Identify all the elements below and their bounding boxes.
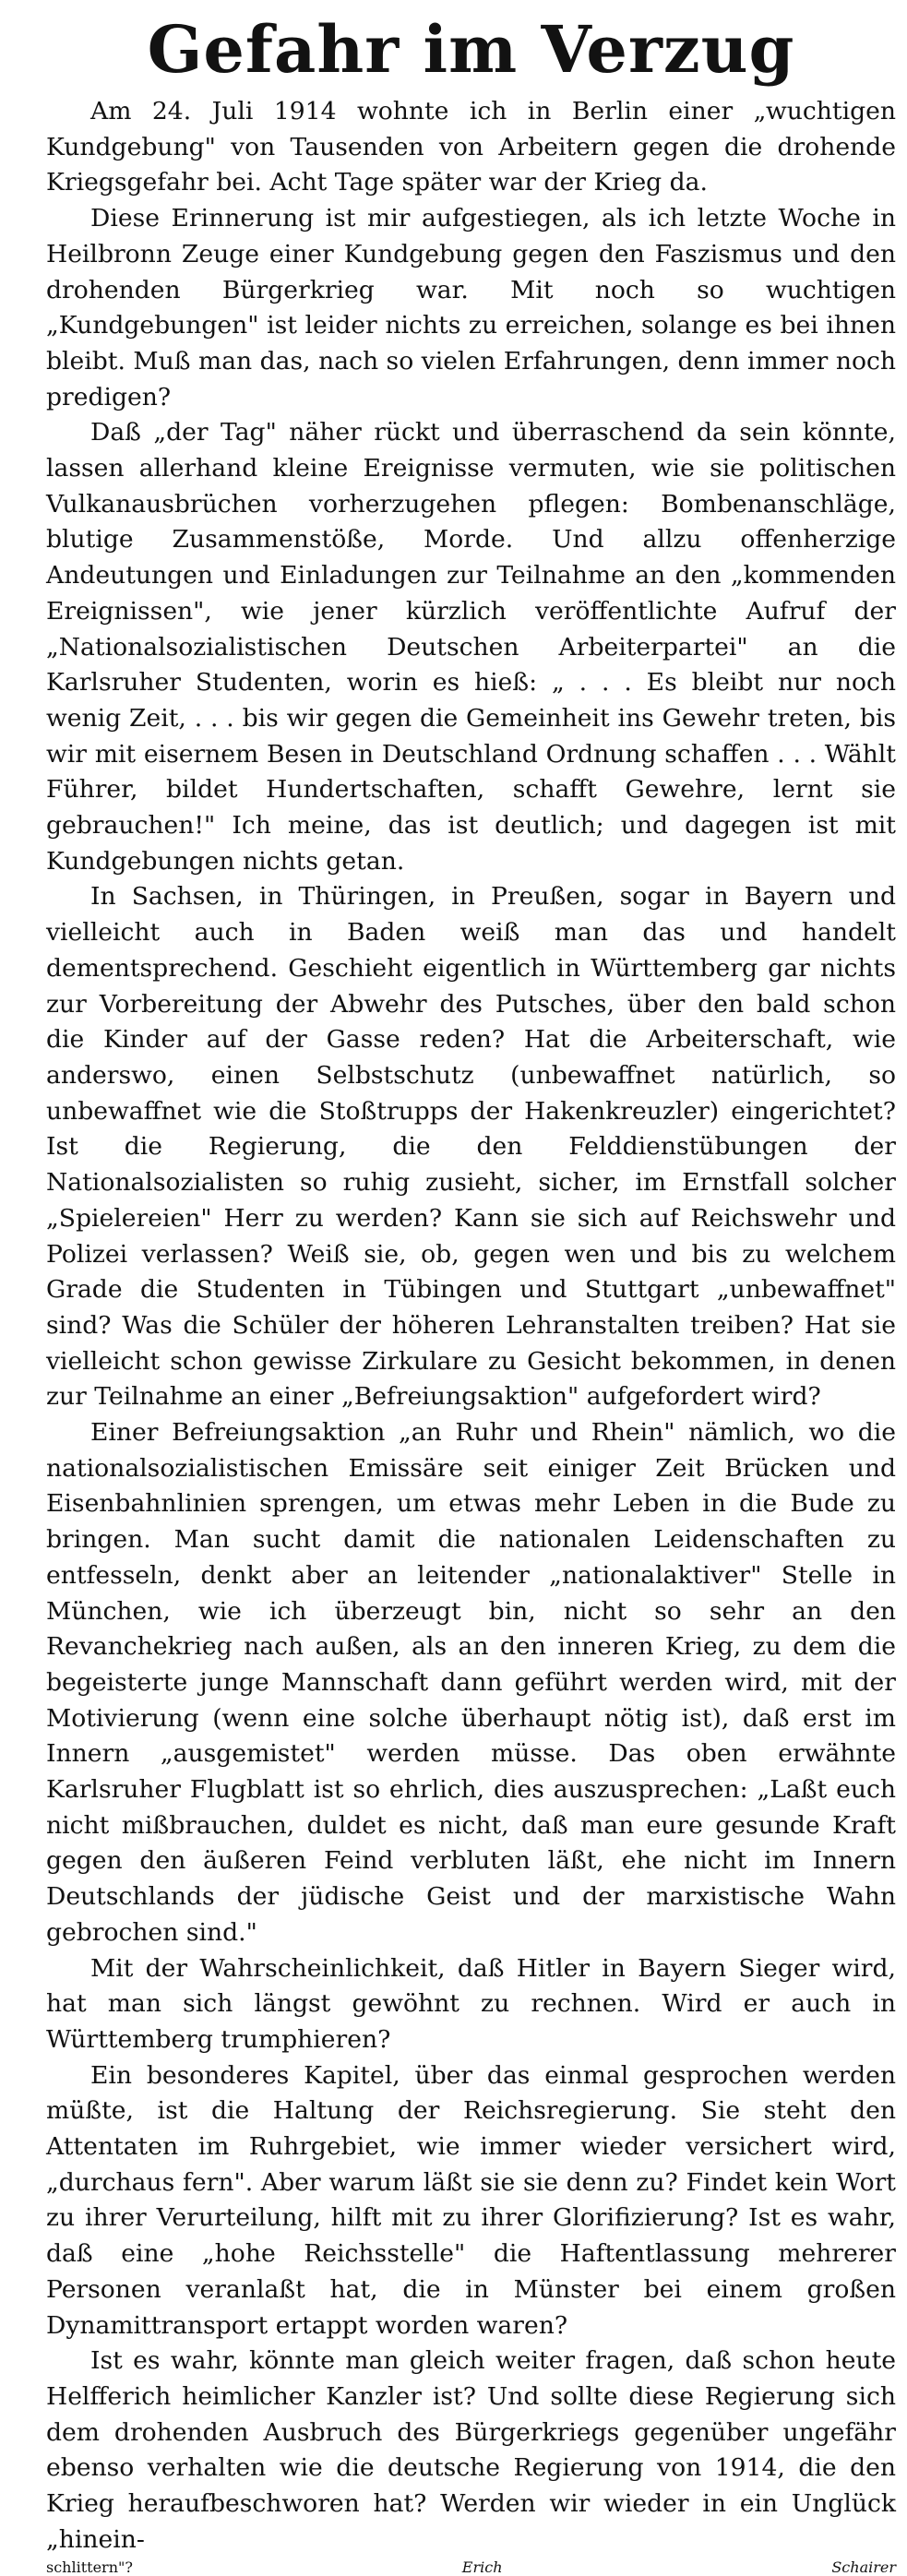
- article-paragraph: Ein besonderes Kapitel, über das einmal gesprochen werden müßte, ist die Haltung der Reichsregierung. Sie steht den Attentaten im Ruhrgebiet, wie immer wieder versichert wird, „durchaus fern". Aber warum läßt sie sie denn zu? Findet kein Wort zu ihrer Verurteilung, hilft mit zu ihrer Glorifizierung? Ist es wahr, daß eine „hohe Reichsstelle" die Haftentlassung mehrerer Personen veranlaßt hat, die in Münster bei einem großen Dynamittransport ertappt worden waren?: [46, 2060, 896, 2340]
- author-signature: Erich Schairer: [461, 2558, 896, 2576]
- article-paragraph: Einer Befreiungsaktion „an Ruhr und Rhein" nämlich, wo die nationalsozialistischen Emissäre seit einiger Zeit Brücken und Eisenbahnlinien sprengen, um etwas mehr Leben in die Bude zu bringen. Man sucht damit die nationalen Leidenschaften zu entfesseln, denkt aber an leitender „nationalaktiver" Stelle in München, wie ich überzeugt bin, nicht so sehr an den Revanchekrieg nach außen, als an den inneren Krieg, zu dem die begeisterte junge Mannschaft dann geführt werden wird, mit der Motivierung (wenn eine solche überhaupt nötig ist), daß erst im Innern „ausgemistet" werden müsse. Das oben erwähnte Karlsruher Flugblatt ist so ehrlich, dies auszusprechen: „Laßt euch nicht mißbrauchen, duldet es nicht, daß man eure gesunde Kraft gegen den äußeren Feind verbluten läßt, ehe nicht im Innern Deutschlands der jüdische Geist und der marxistische Wahn gebrochen sind.": [46, 1418, 896, 1947]
- closing-text: schlittern"?: [46, 2558, 133, 2576]
- closing-line: [46, 2558, 896, 2576]
- article-paragraph: Daß „der Tag" näher rückt und überraschend da sein könnte, lassen allerhand kleine Ereignisse vermuten, wie sie politischen Vulkanausbrüchen vorherzugehen pflegen: Bombenanschläge, blutige Zusammenstöße, Morde. Und allzu offenherzige Andeutungen und Einladungen zur Teilnahme an den „kommenden Ereignissen", wie jener kürzlich veröffentlichte Aufruf der „Nationalsozialistischen Deutschen Arbeiterpartei" an die Karlsruher Studenten, worin es hieß: „ . . . Es bleibt nur noch wenig Zeit, . . . bis wir gegen die Gemeinheit ins Gewehr treten, bis wir mit eisernem Besen in Deutschland Ordnung schaffen . . . Wählt Führer, bildet Hundertschaften, schafft Gewehre, lernt sie gebrauchen!" Ich meine, das ist deutlich; und dagegen ist mit Kundgebungen nichts getan.: [46, 418, 896, 876]
- article-paragraph: In Sachsen, in Thüringen, in Preußen, sogar in Bayern und vielleicht auch in Baden weiß man das und handelt dementsprechend. Geschieht eigentlich in Württemberg gar nichts zur Vorbereitung der Abwehr des Putsches, über den bald schon die Kinder auf der Gasse reden? Hat die Arbeiterschaft, wie anderswo, einen Selbstschutz (unbewaffnet natürlich, so unbewaffnet wie die Stoßtrupps der Hakenkreuzler) eingerichtet? Ist die Regierung, die den Felddienstübungen der Nationalsozialisten so ruhig zusieht, sicher, im Ernstfall solcher „Spielereien" Herr zu werden? Kann sie sich auf Reichswehr und Polizei verlassen? Weiß sie, ob, gegen wen und bis zu welchem Grade die Studenten in Tübingen und Stuttgart „unbewaffnet" sind? Was die Schüler der höheren Lehranstalten treiben? Hat sie vielleicht schon gewisse Zirkulare zu Gesicht bekommen, in denen zur Teilnahme an einer „Befreiungsaktion" aufgefordert wird?: [46, 882, 896, 1412]
- article-paragraph: Ist es wahr, könnte man gleich weiter fragen, daß schon heute Helfferich heimlicher Kanzler ist? Und sollte diese Regierung sich dem drohenden Ausbruch des Bürgerkriegs gegenüber ungefähr ebenso verhalten wie die deutsche Regierung von 1914, die den Krieg heraufbeschworen hat? Werden wir wieder in ein Unglück „hinein-: [46, 2346, 896, 2554]
- article-paragraph: Am 24. Juli 1914 wohnte ich in Berlin einer „wuchtigen Kundgebung" von Tausenden von Arbeitern gegen die drohende Kriegsgefahr bei. Acht Tage später war der Krieg da.: [46, 97, 896, 197]
- article-paragraph: Diese Erinnerung ist mir aufgestiegen, als ich letzte Woche in Heilbronn Zeuge einer Kundgebung gegen den Faszismus und den drohenden Bürgerkrieg war. Mit noch so wuchtigen „Kundgebungen" ist leider nichts zu erreichen, solange es bei ihnen bleibt. Muß man das, nach so vielen Erfahrungen, denn immer noch predigen?: [46, 204, 896, 411]
- article-title: Gefahr im Verzug: [147, 11, 795, 88]
- article-body: [46, 94, 896, 2576]
- article-paragraph: Mit der Wahrscheinlichkeit, daß Hitler in Bayern Sieger wird, hat man sich längst gewöhnt zu rechnen. Wird er auch in Württemberg trumphieren?: [46, 1953, 896, 2054]
